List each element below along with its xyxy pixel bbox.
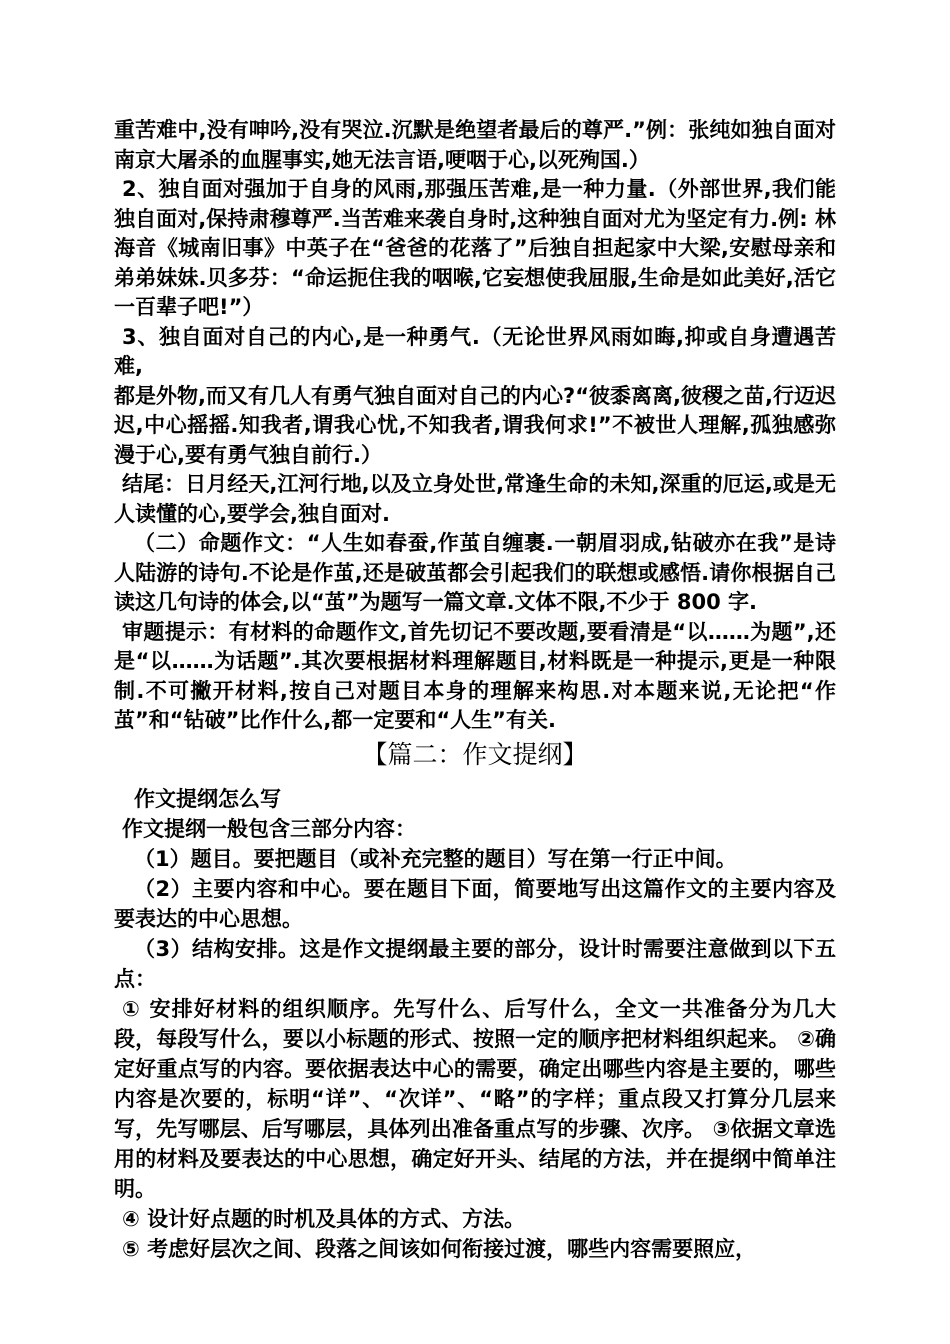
paragraph-item-1: （1）题目。要把题目（或补充完整的题目）写在第一行正中间。	[134, 846, 737, 871]
paragraph-continuation: 重苦难中,没有呻吟,没有哭泣.沉默是绝望者最后的尊严.”例：张纯如独自面对南京大屠杀的血腥事实,她无法言语,哽咽于心,以死殉国.）	[114, 118, 836, 172]
document-page	[114, 116, 836, 1264]
paragraph-ending: 结尾：日月经天,江河行地,以及立身处世,常逢生命的未知,深重的厄运,或是无人读懂的心,要学会,独自面对.	[114, 472, 836, 526]
section-essay-outline-2	[114, 784, 836, 1264]
paragraph-item-3: （3）结构安排。这是作文提纲最主要的部分，设计时需要注意做到以下五点：	[114, 936, 836, 991]
paragraph-point-3: 3、独自面对自己的内心,是一种勇气.（无论世界风雨如晦,抑或自身遭遇苦难,	[114, 324, 836, 378]
paragraph-item-2: （2）主要内容和中心。要在题目下面，简要地写出这篇作文的主要内容及要表达的中心思想。	[114, 876, 836, 931]
paragraph-analysis-tips: 审题提示：有材料的命题作文,首先切记不要改题,要看清是“以……为题”,还是“以……为话题”.其次要根据材料理解题目,材料既是一种提示,更是一种限制.不可撇开材料,按自己对题目本身的理解来构思.对本题来说,无论把“作茧”和“钻破”比作什么,都一定要和“人生”有关.	[114, 619, 836, 732]
section-essay-outline-1	[114, 116, 836, 736]
paragraph-subpoint-4: ④ 设计好点题的时机及具体的方式、方法。	[122, 1206, 526, 1231]
section-heading: 【篇二：作文提纲】	[362, 739, 588, 769]
paragraph-subpoints-1-3: ① 安排好材料的组织顺序。先写什么、后写什么，全文一共准备分为几大段，每段写什么，要以小标题的形式、按照一定的顺序把材料组织起来。 ②确定好重点写的内容。要依据表达中心的需要，确定出哪些内容是主要的，哪些内容是次要的，标明“详”、“次详”、“略”的字样；重点段又打算分几层来写，先写哪层、后写哪层，具体列出准备重点写的步骤、次序。 ③依据文章选用的材料及要表达的中心思想，确定好开头、结尾的方法，并在提纲中简单注明。	[114, 996, 836, 1201]
paragraph-prompt-2: （二）命题作文：“人生如春蚕,作茧自缠裹.一朝眉羽成,钻破亦在我”是诗人陆游的诗句.不论是作茧,还是破茧都会引起我们的联想或感悟.请你根据自己读这几句诗的体会,以“茧”为题写一篇文章.文体不限,不少于 800 字.	[114, 531, 836, 614]
paragraph-subpoint-5: ⑤ 考虑好层次之间、段落之间该如何衔接过渡，哪些内容需要照应，	[122, 1236, 757, 1261]
paragraph-point-3-continued: 都是外物,而又有几人有勇气独自面对自己的内心?“彼黍离离,彼稷之苗,行迈迟迟,中心摇摇.知我者,谓我心忧,不知我者,谓我何求!”不被世人理解,孤独感弥漫于心,要有勇气独自前行.）	[114, 383, 836, 467]
paragraph-intro: 作文提纲一般包含三部分内容：	[122, 816, 416, 841]
paragraph-point-2: 2、独自面对强加于自身的风雨,那强压苦难,是一种力量.（外部世界,我们能独自面对,保持肃穆尊严.当苦难来袭自身时,这种独自面对尤为坚定有力.例: 林海音《城南旧事》中英子在“爸爸的花落了”后独自担起家中大梁,安慰母亲和弟弟妹妹.贝多芬：“命运扼住我的咽喉,它妄想使我屈服,生命是如此美好,活它一百辈子吧!”）	[114, 177, 836, 319]
paragraph-subtitle: 作文提纲怎么写	[134, 786, 281, 811]
